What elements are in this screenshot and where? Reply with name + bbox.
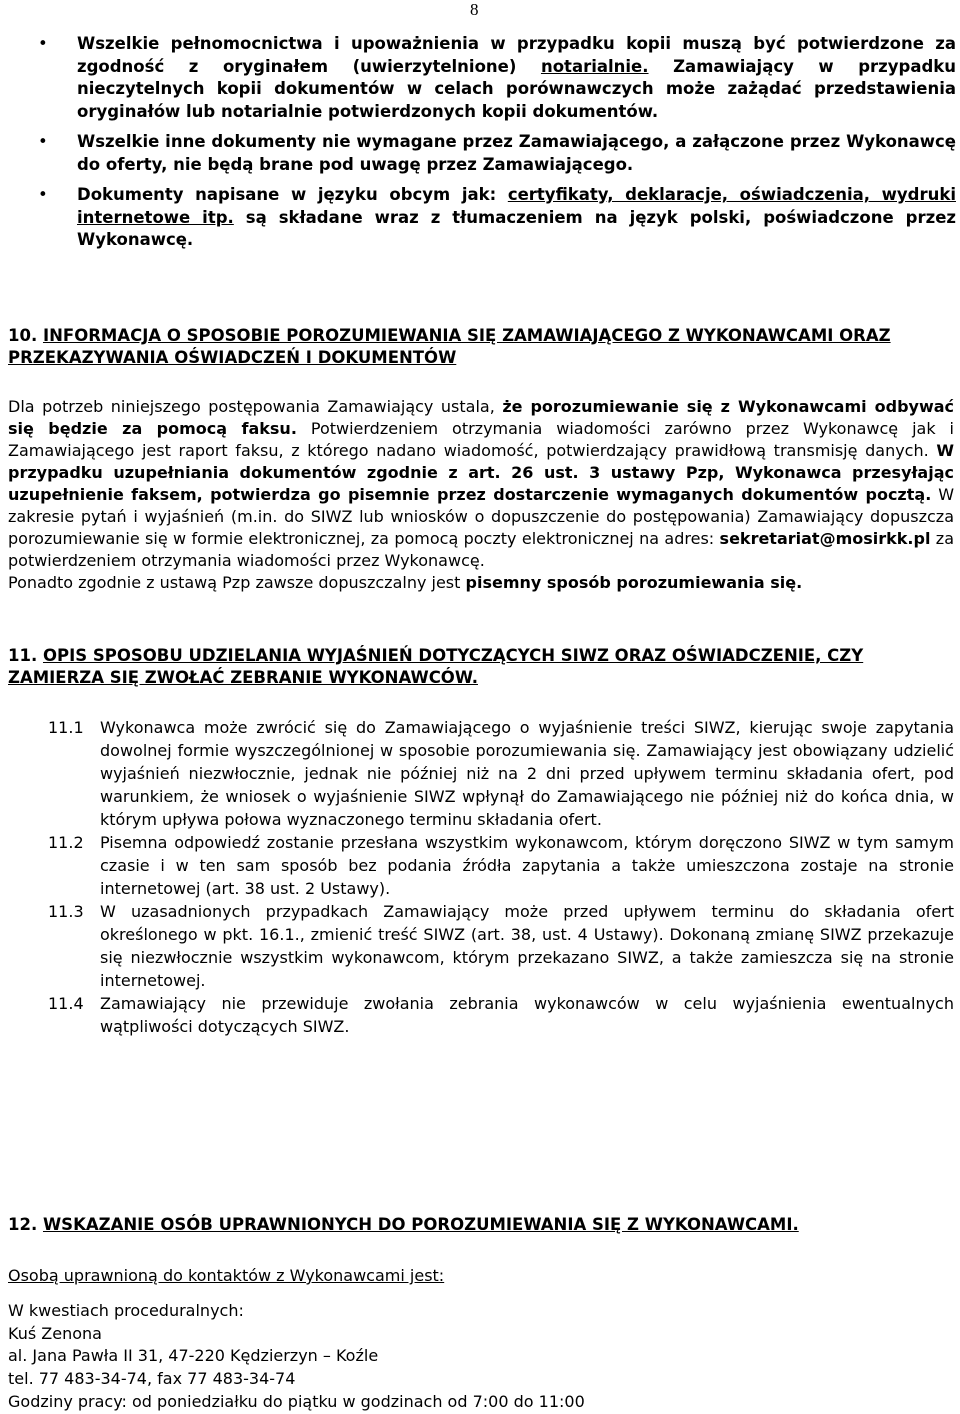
document-types-underlined: certyfikaty, deklaracje, oświadczenia, wydruki internetowe itp. bbox=[77, 185, 956, 227]
section-12 bbox=[8, 1214, 954, 1236]
bullet-item: • Wszelkie inne dokumenty nie wymagane przez Zamawiającego, a załączone przez Wykonawcę do oferty, nie będą brane pod uwagę przez Zamawiającego. bbox=[38, 132, 956, 174]
contact-line: W kwestiach proceduralnych: bbox=[8, 1300, 244, 1320]
numbered-item: 11.3 W uzasadnionych przypadkach Zamawiający może przed upływem terminu do składania ofert określonego w pkt. 16.1., zmienić treść SIWZ (art. 38, ust. 4 Ustawy). Dokonaną zmianę SIWZ przekazuje się niezwłocznie wszystkim wykonawcom, którym przekazano SIWZ, a także zamieszcza się na stronie internetowej. bbox=[48, 902, 954, 990]
section-10 bbox=[8, 325, 954, 594]
section-11-items bbox=[8, 716, 954, 1038]
bullet-icon: • bbox=[38, 132, 48, 151]
bullet-list bbox=[36, 33, 956, 260]
section-10-heading: 10. INFORMACJA O SPOSOBIE POROZUMIEWANIA SIĘ ZAMAWIAJĄCEGO Z WYKONAWCAMI ORAZ PRZEKAZYWANIA OŚWIADCZEŃ I DOKUMENTÓW bbox=[8, 326, 891, 367]
page-number: 8 bbox=[470, 0, 479, 19]
bullet-icon: • bbox=[38, 34, 48, 53]
bullet-item: • Dokumenty napisane w języku obcym jak: certyfikaty, deklaracje, oświadczenia, wydruki internetowe itp. są składane wraz z tłumaczeniem na język polski, poświadczone przez Wykonawcę. bbox=[38, 185, 956, 249]
contact-heading: Osobą uprawnioną do kontaktów z Wykonawcami jest: bbox=[8, 1266, 445, 1285]
notarialnie-link: notarialnie. bbox=[540, 56, 649, 76]
bullet-icon: • bbox=[38, 185, 48, 204]
numbered-item: 11.4 Zamawiający nie przewiduje zwołania zebrania wykonawców w celu wyjaśnienia ewentualnych wątpliwości dotyczących SIWZ. bbox=[48, 994, 954, 1036]
email-address: sekretariat@mosirkk.pl bbox=[719, 529, 931, 548]
section-10-paragraph: Dla potrzeb niniejszego postępowania Zamawiający ustala, że porozumiewanie się z Wykonawcami odbywać się będzie za pomocą faksu. Potwierdzeniem otrzymania wiadomości zarówno przez Wykonawcę jak i Zamawiającego jest raport faksu, z którego nadano wiadomość, potwierdzający prawidłową transmisję danych. W przypadku uzupełniania dokumentów zgodnie z art. 26 ust. 3 ustawy Pzp, Wykonawca przesyłając uzupełnienie faksem, potwierdza go pisemnie przez dostarczenie wymaganych dokumentów pocztą. W zakresie pytań i wyjaśnień (m.in. do SIWZ lub wniosków o dopuszczenie do postępowania) Zamawiający dopuszcza porozumiewanie się w formie elektronicznej, za pomocą poczty elektronicznej na adres: sekretariat@mosirkk.pl za potwierdzeniem otrzymania wiadomości przez Wykonawcę. Ponadto zgodnie z ustawą Pzp zawsze dopuszczalny jest pisemny sposób porozumiewania się. bbox=[8, 397, 955, 592]
section-11-heading: 11. OPIS SPOSOBU UDZIELANIA WYJAŚNIEŃ DOTYCZĄCYCH SIWZ ORAZ OŚWIADCZENIE, CZY ZAMIERZA SIĘ ZWOŁAĆ ZEBRANIE WYKONAWCÓW. bbox=[8, 646, 864, 687]
numbered-item: 11.1 Wykonawca może zwrócić się do Zamawiającego o wyjaśnienie treści SIWZ, kierując swoje zapytania dowolnej formie wyszczególnionej w sposobie porozumiewania się. Zamawiający jest obowiązany udzielić wyjaśnień niezwłocznie, jednak nie później niż na 2 dni przed upływem terminu składania ofert, pod warunkiem, że wniosek o wyjaśnienie SIWZ wpłynął do Zamawiającego nie później niż do końca dnia, w którym upływa połowa wyznaczonego terminu składania ofert. bbox=[48, 718, 954, 829]
bullet-item: • Wszelkie pełnomocnictwa i upoważnienia w przypadku kopii muszą być potwierdzone za zgodność z oryginałem (uwierzytelnione) notarialnie. Zamawiający w przypadku nieczytelnych kopii dokumentów w celach porównawczych może zażądać przedstawienia oryginałów lub notarialnie potwierdzonych kopii dokumentów. bbox=[38, 34, 957, 121]
contact-hours: Godziny pracy: od poniedziałku do piątku w godzinach od 7:00 do 11:00 bbox=[8, 1391, 585, 1411]
numbered-item: 11.2 Pisemna odpowiedź zostanie przesłana wszystkim wykonawcom, którym doręczono SIWZ w tym samym czasie i w ten sam sposób bez podania źródła zapytania a także umieszczona zostaje na stronie internetowej (art. 38 ust. 2 Ustawy). bbox=[48, 833, 954, 898]
contact-address: al. Jana Pawła II 31, 47-220 Kędzierzyn – Koźle bbox=[8, 1346, 379, 1366]
contact-name: Kuś Zenona bbox=[8, 1323, 102, 1343]
section-11 bbox=[8, 645, 954, 1038]
contact-block bbox=[8, 1265, 585, 1414]
contact-phone: tel. 77 483-34-74, fax 77 483-34-74 bbox=[8, 1369, 296, 1389]
section-12-heading: 12. WSKAZANIE OSÓB UPRAWNIONYCH DO POROZUMIEWANIA SIĘ Z WYKONAWCAMI. bbox=[8, 1215, 799, 1234]
